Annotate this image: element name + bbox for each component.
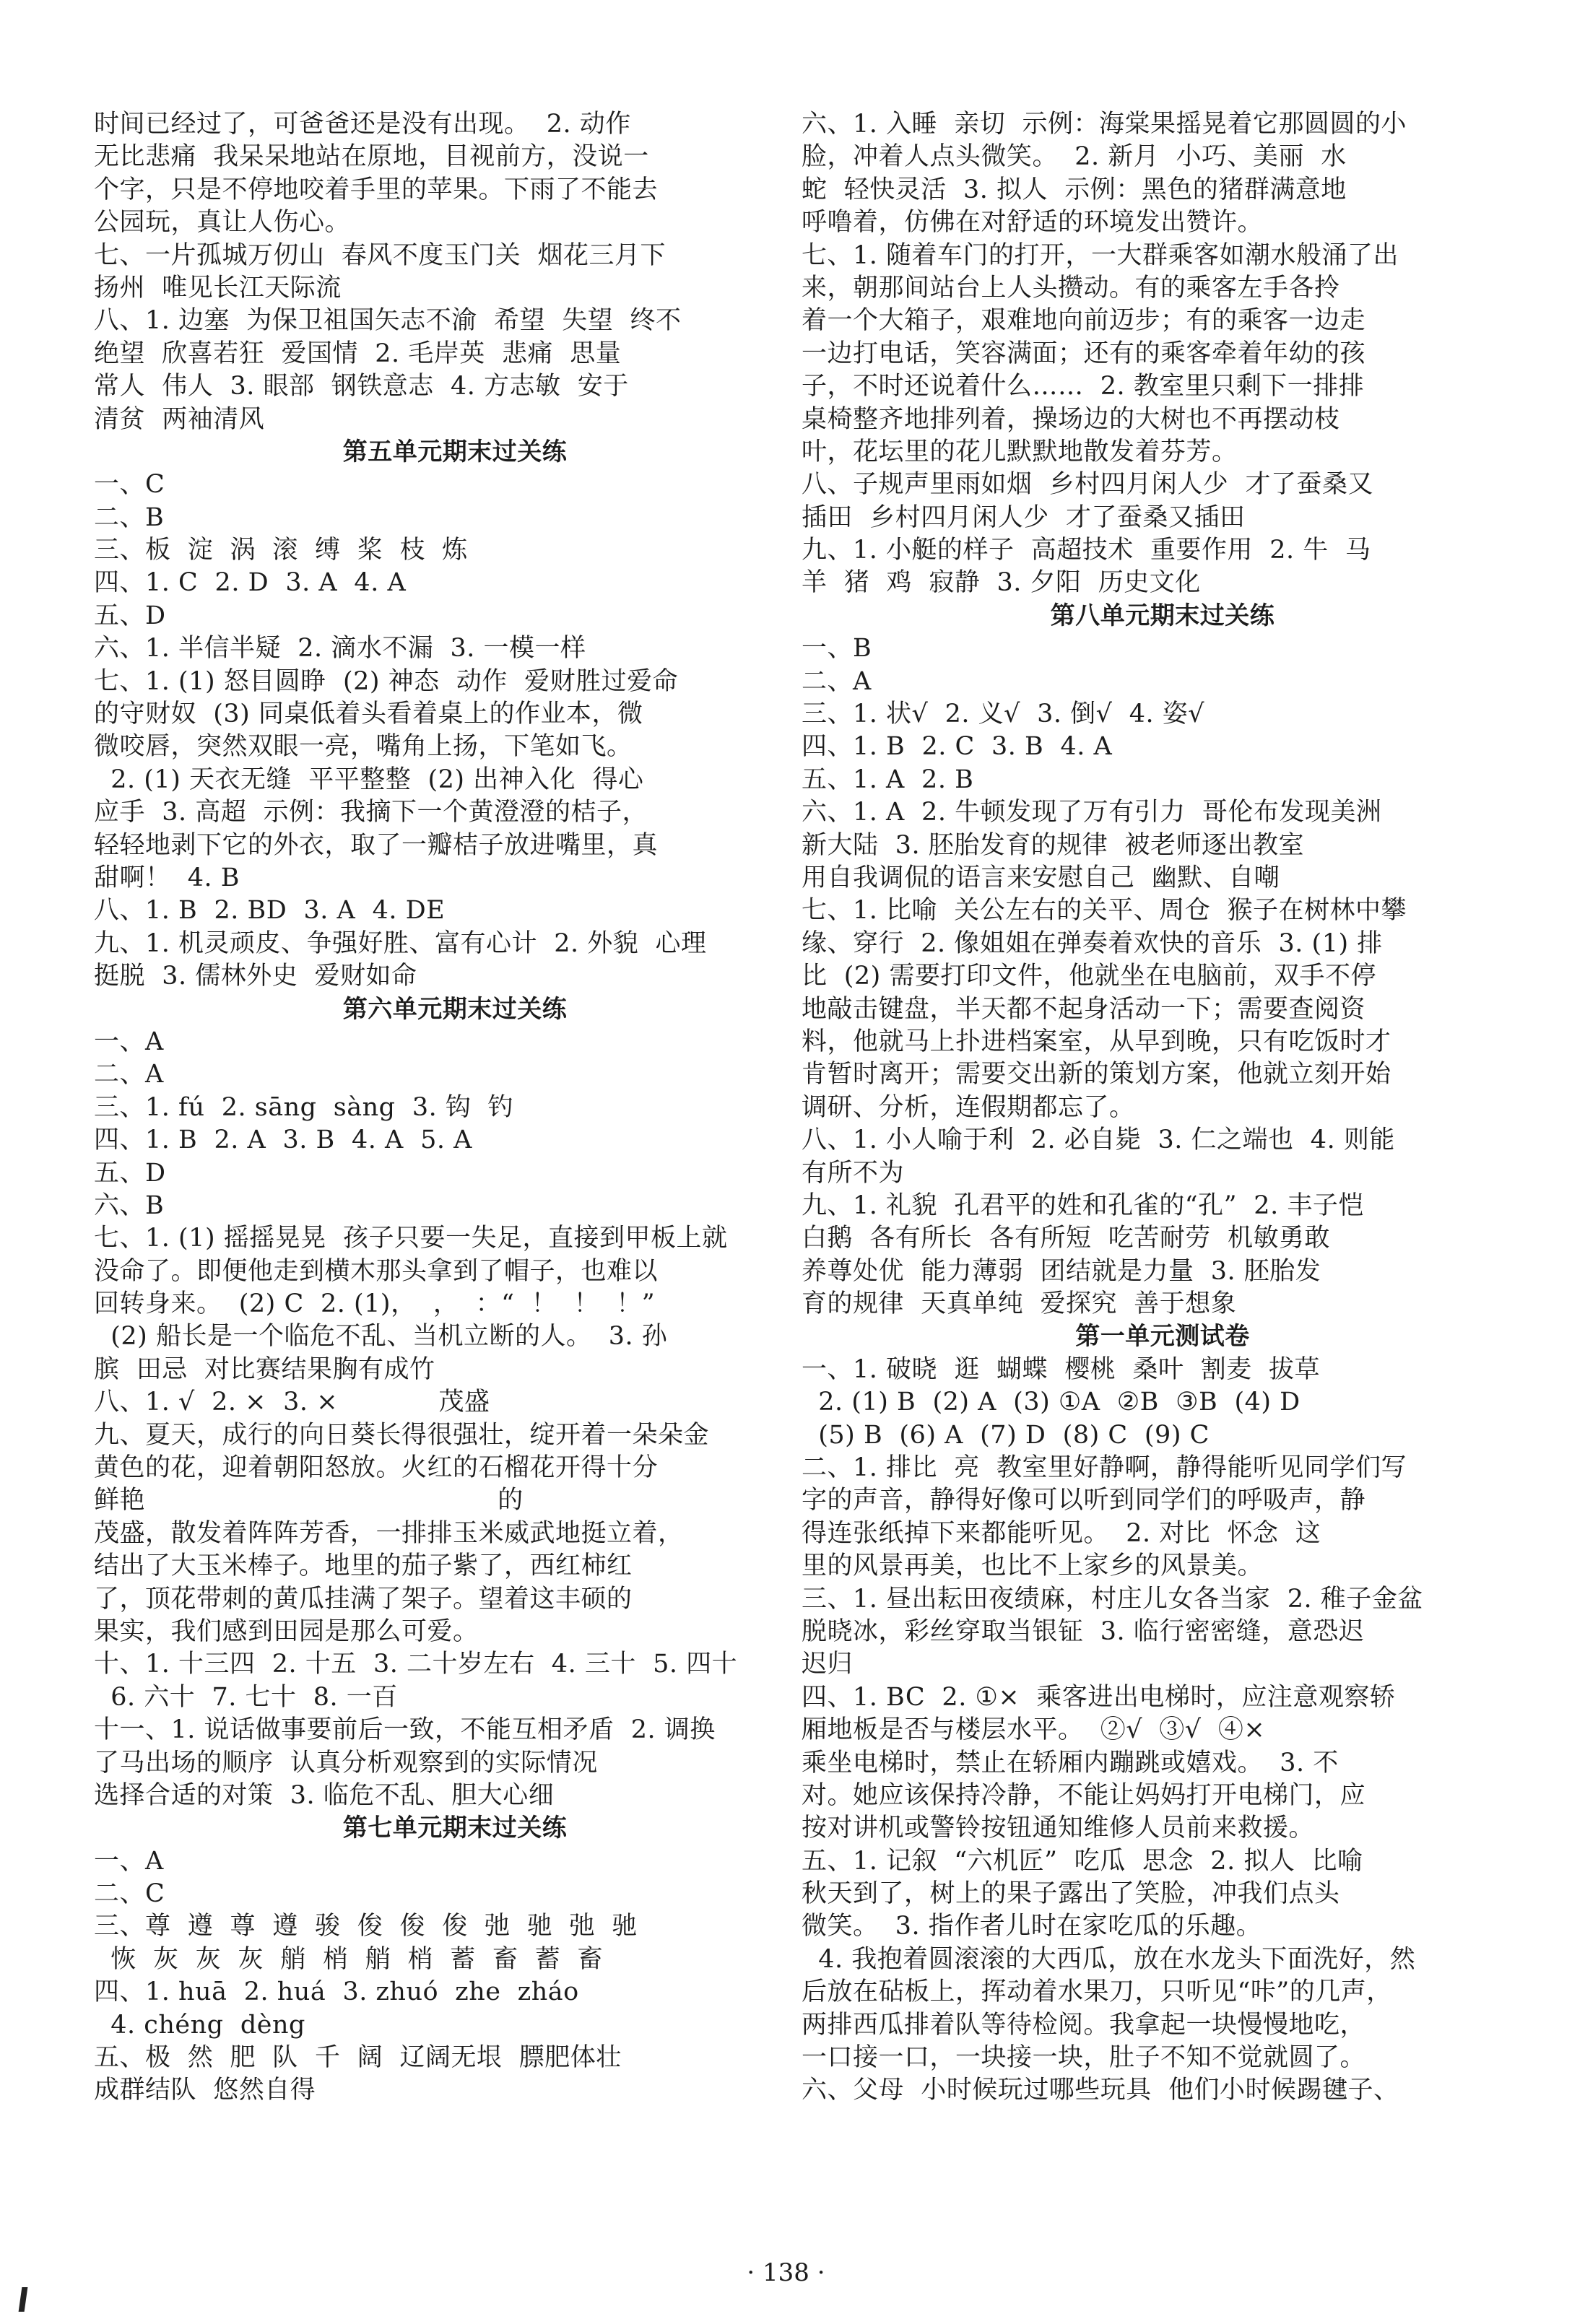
- answer-line: 了马出场的顺序 认真分析观察到的实际情况: [94, 1748, 598, 1777]
- section-heading: 第五单元期末过关练: [342, 437, 568, 466]
- answer-line: 结出了大玉米棒子。地里的茄子紫了，西红柿红: [94, 1551, 633, 1581]
- answer-line: 脱晓冰，彩丝穿取当银钲 3. 临行密密缝，意恐迟: [802, 1616, 1365, 1646]
- answer-line: 4. 我抱着圆滚滚的大西瓜，放在水龙头下面洗好，然: [802, 1944, 1416, 1974]
- answer-line: 九、1. 小艇的样子 高超技术 重要作用 2. 牛 马: [802, 536, 1371, 565]
- answer-line: 白鹅 各有所长 各有所短 吃苦耐劳 机敏勇敢: [802, 1224, 1331, 1253]
- answer-line: 十一、1. 说话做事要前后一致，不能互相矛盾 2. 调换: [94, 1715, 716, 1745]
- answer-line: 着一个大箱子，艰难地向前迈步；有的乘客一边走: [802, 306, 1366, 336]
- answer-line: 叶，花坛里的花儿默默地散发着芬芳。: [802, 437, 1238, 466]
- answer-line: 养尊处优 能力薄弱 团结就是力量 3. 胚胎发: [802, 1256, 1321, 1286]
- answer-line: 6. 六十 7. 七十 8. 一百: [94, 1682, 398, 1712]
- answer-line: 五、1. A 2. B: [802, 765, 974, 794]
- answer-line: 公园玩，真让人伤心。: [94, 208, 351, 238]
- answer-line: 八、1. √ 2. × 3. × 茂盛: [94, 1388, 490, 1417]
- answer-line: 回转身来。 (2) C 2. (1)， ， ：“ ！ ！ ！”: [94, 1289, 656, 1319]
- answer-line: 七、一片孤城万仞山 春风不度玉门关 烟花三月下: [94, 240, 666, 270]
- answer-line: 调研、分析，连假期都忘了。: [802, 1092, 1135, 1122]
- answer-line: 应手 3. 高超 示例：我摘下一个黄澄澄的桔子，: [94, 798, 648, 827]
- margin-mark: [19, 2287, 28, 2312]
- answer-line: 二、C: [94, 1879, 165, 1909]
- answer-line: 二、A: [94, 1060, 164, 1089]
- answer-line: 四、1. B 2. C 3. B 4. A: [802, 732, 1113, 762]
- answer-line: 九、夏天，成行的向日葵长得很强壮，绽开着一朵朵金: [94, 1420, 710, 1450]
- answer-line: 五、极 然 肥 队 千 阔 辽阔无垠 膘肥体壮: [94, 2043, 622, 2073]
- answer-line: 黄色的花，迎着朝阳怒放。火红的石榴花开得十分: [94, 1453, 659, 1483]
- answer-line: 六、B: [94, 1191, 165, 1220]
- answer-line: 五、1. 记叙 “六机匠” 吃瓜 思念 2. 拟人 比喻: [802, 1846, 1363, 1876]
- answer-line: 绝望 欣喜若狂 爱国情 2. 毛岸英 悲痛 思量: [94, 339, 622, 368]
- answer-line: 三、板 淀 涡 滚 缚 桨 枝 炼: [94, 536, 468, 565]
- answer-line: 育的规律 天真单纯 爱探究 善于想象: [802, 1289, 1237, 1319]
- answer-line: 秋天到了，树上的果子露出了笑脸，冲我们点头: [802, 1879, 1340, 1909]
- answer-line: 两排西瓜排着队等待检阅。我拿起一块慢慢地吃，: [802, 2010, 1366, 2040]
- answer-line: 四、1. B 2. A 3. B 4. A 5. A: [94, 1126, 472, 1155]
- answer-line: 插田 乡村四月闲人少 才了蚕桑又插田: [802, 502, 1246, 532]
- answer-line: 挺脱 3. 儒林外史 爱财如命: [94, 962, 417, 991]
- answer-line: 料，他就马上扑进档案室，从早到晚，只有吃饭时才: [802, 1027, 1391, 1056]
- answer-line: 了，顶花带刺的黄瓜挂满了架子。望着这丰硕的: [94, 1584, 633, 1614]
- answer-line: 二、B: [94, 502, 165, 532]
- answer-line: 个字，只是不停地咬着手里的苹果。下雨了不能去: [94, 175, 659, 204]
- answer-line: 甜啊！ 4. B: [94, 863, 240, 892]
- answer-line: 蛇 轻快灵活 3. 拟人 示例：黑色的猪群满意地: [802, 175, 1347, 204]
- answer-line: 恢 灰 灰 灰 艄 梢 艄 梢 蓄 畜 蓄 畜: [94, 1944, 604, 1974]
- answer-line: 七、1. (1) 怒目圆睁 (2) 神态 动作 爱财胜过爱命: [94, 666, 679, 696]
- answer-line: (2) 船长是一个临危不乱、当机立断的人。 3. 孙: [94, 1322, 668, 1352]
- answer-line: 十、1. 十三四 2. 十五 3. 二十岁左右 4. 三十 5. 四十: [94, 1650, 738, 1679]
- answer-line: 六、父母 小时候玩过哪些玩具 他们小时候踢毽子、: [802, 2076, 1399, 2105]
- answer-line: 果实，我们感到田园是那么可爱。: [94, 1616, 479, 1646]
- answer-line: 肯暂时离开；需要交出新的策划方案，他就立刻开始: [802, 1060, 1391, 1089]
- answer-line: 八、1. 边塞 为保卫祖国矢志不渝 希望 失望 终不: [94, 306, 682, 336]
- answer-line: 地敲击键盘，半天都不起身活动一下；需要查阅资: [802, 994, 1366, 1024]
- section-heading: 第八单元期末过关练: [1050, 601, 1275, 630]
- answer-line: 选择合适的对策 3. 临危不乱、胆大心细: [94, 1780, 555, 1810]
- answer-line: 迟归: [802, 1650, 854, 1679]
- answer-line: 里的风景再美，也比不上家乡的风景美。: [802, 1551, 1264, 1581]
- answer-line: 九、1. 礼貌 孔君平的姓和孔雀的“孔” 2. 丰子恺: [802, 1191, 1364, 1220]
- answer-line: 4. chéng dèng: [94, 2010, 305, 2040]
- answer-line: 微笑。 3. 指作者儿时在家吃瓜的乐趣。: [802, 1912, 1262, 1941]
- answer-line: 九、1. 机灵顽皮、争强好胜、富有心计 2. 外貌 心理: [94, 928, 707, 958]
- answer-line: 六、1. A 2. 牛顿发现了万有引力 哥伦布发现美洲: [802, 798, 1382, 827]
- answer-line: 按对讲机或警铃按钮通知维修人员前来救援。: [802, 1814, 1315, 1843]
- answer-line: 八、1. 小人喻于利 2. 必自毙 3. 仁之端也 4. 则能: [802, 1126, 1395, 1155]
- answer-line: 的守财奴 (3) 同桌低着头看着桌上的作业本，微: [94, 700, 643, 729]
- answer-line: 五、D: [94, 601, 166, 630]
- page-number: · 138 ·: [747, 2258, 825, 2287]
- answer-line: 六、1. 入睡 亲切 示例：海棠果摇晃着它那圆圆的小: [802, 110, 1407, 139]
- answer-line: 鲜艳 的: [94, 1486, 524, 1515]
- answer-line: 微咬唇，突然双眼一亮，嘴角上扬，下笔如飞。: [94, 732, 633, 762]
- answer-line: 二、1. 排比 亮 教室里好静啊，静得能听见同学们写: [802, 1453, 1407, 1483]
- answer-line: 没命了。即便他走到横木那头拿到了帽子，也难以: [94, 1256, 659, 1286]
- answer-line: 七、1. (1) 摇摇晃晃 孩子只要一失足，直接到甲板上就: [94, 1224, 728, 1253]
- answer-line: 一、A: [94, 1846, 164, 1876]
- answer-line: 来，朝那间站台上人头攒动。有的乘客左手各拎: [802, 273, 1340, 303]
- answer-line: 字的声音，静得好像可以听到同学们的呼吸声，静: [802, 1486, 1366, 1515]
- section-heading: 第七单元期末过关练: [342, 1814, 568, 1843]
- answer-line: 一、C: [94, 470, 165, 500]
- answer-line: 茂盛，散发着阵阵芳香，一排排玉米威武地挺立着，: [94, 1518, 684, 1548]
- answer-line: 四、1. C 2. D 3. A 4. A: [94, 568, 407, 598]
- answer-line: 四、1. BC 2. ①× 乘客进出电梯时，应注意观察轿: [802, 1682, 1396, 1712]
- answer-line: 扬州 唯见长江天际流: [94, 273, 342, 303]
- answer-line: 脸，冲着人点头微笑。 2. 新月 小巧、美丽 水: [802, 142, 1347, 172]
- answer-line: 缘、穿行 2. 像姐姐在弹奏着欢快的音乐 3. (1) 排: [802, 928, 1383, 958]
- answer-line: 一、A: [94, 1027, 164, 1056]
- answer-line: 有所不为: [802, 1158, 905, 1188]
- answer-line: 后放在砧板上，挥动着水果刀，只听见“咔”的几声，: [802, 1977, 1392, 2007]
- answer-line: 三、1. 状√ 2. 义√ 3. 倒√ 4. 姿√: [802, 700, 1205, 729]
- answer-line: 一、B: [802, 634, 872, 663]
- answer-line: 对。她应该保持冷静，不能让妈妈打开电梯门，应: [802, 1780, 1366, 1810]
- answer-line: 子，不时还说着什么…… 2. 教室里只剩下一排排: [802, 372, 1365, 401]
- answer-line: 轻轻地剥下它的外衣，取了一瓣桔子放进嘴里，真: [94, 830, 659, 860]
- answer-line: 比 (2) 需要打印文件，他就坐在电脑前，双手不停: [802, 962, 1376, 991]
- answer-line: 无比悲痛 我呆呆地站在原地，目视前方，没说一: [94, 142, 649, 172]
- answer-line: 八、1. B 2. BD 3. A 4. DE: [94, 896, 446, 926]
- answer-line: 厢地板是否与楼层水平。 ②√ ③√ ④×: [802, 1715, 1266, 1745]
- answer-line: 时间已经过了，可爸爸还是没有出现。 2. 动作: [94, 110, 631, 139]
- answer-line: 羊 猪 鸡 寂静 3. 夕阳 历史文化: [802, 568, 1201, 598]
- answer-line: 五、D: [94, 1158, 166, 1188]
- answer-line: 七、1. 随着车门的打开，一大群乘客如潮水般涌了出: [802, 240, 1399, 270]
- answer-line: 三、尊 遵 尊 遵 骏 俊 俊 俊 弛 驰 弛 驰: [94, 1912, 638, 1941]
- answer-line: 清贫 两袖清风: [94, 404, 265, 434]
- answer-line: 得连张纸掉下来都能听见。 2. 对比 怀念 这: [802, 1518, 1321, 1548]
- answer-line: (5) B (6) A (7) D (8) C (9) C: [802, 1420, 1210, 1450]
- left-column: [94, 108, 816, 2107]
- answer-line: 新大陆 3. 胚胎发育的规律 被老师逐出教室: [802, 830, 1305, 860]
- answer-line: 2. (1) B (2) A (3) ①A ②B ③B (4) D: [802, 1388, 1300, 1417]
- answer-line: 成群结队 悠然自得: [94, 2076, 316, 2105]
- answer-line: 七、1. 比喻 关公左右的关平、周仓 猴子在树林中攀: [802, 896, 1407, 926]
- answer-line: 三、1. 昼出耘田夜绩麻，村庄儿女各当家 2. 稚子金盆: [802, 1584, 1423, 1614]
- answer-line: 一边打电话，笑容满面；还有的乘客牵着年幼的孩: [802, 339, 1366, 368]
- answer-line: 乘坐电梯时，禁止在轿厢内蹦跳或嬉戏。 3. 不: [802, 1748, 1339, 1777]
- section-heading: 第六单元期末过关练: [342, 994, 568, 1024]
- answer-line: 六、1. 半信半疑 2. 滴水不漏 3. 一模一样: [94, 634, 586, 663]
- answer-line: 四、1. huā 2. huá 3. zhuó zhe zháo: [94, 1977, 579, 2007]
- answer-line: 三、1. fú 2. sāng sàng 3. 钩 钓: [94, 1092, 514, 1122]
- answer-line: 膑 田忌 对比赛结果胸有成竹: [94, 1354, 435, 1384]
- answer-line: 用自我调侃的语言来安慰自己 幽默、自嘲: [802, 863, 1280, 892]
- answer-line: 桌椅整齐地排列着，操场边的大树也不再摆动枝: [802, 404, 1340, 434]
- answer-line: 一口接一口，一块接一块，肚子不知不觉就圆了。: [802, 2043, 1366, 2073]
- answer-line: 2. (1) 天衣无缝 平平整整 (2) 出神入化 得心: [94, 765, 644, 794]
- answer-line: 呼噜着，仿佛在对舒适的环境发出赞许。: [802, 208, 1264, 238]
- answer-line: 二、A: [802, 666, 872, 696]
- right-column: [802, 108, 1524, 2107]
- answer-line: 八、子规声里雨如烟 乡村四月闲人少 才了蚕桑又: [802, 470, 1374, 500]
- section-heading: 第一单元测试卷: [1075, 1322, 1250, 1352]
- answer-line: 常人 伟人 3. 眼部 钢铁意志 4. 方志敏 安于: [94, 372, 629, 401]
- answer-line: 一、1. 破晓 逛 蝴蝶 樱桃 桑叶 割麦 拔草: [802, 1354, 1321, 1384]
